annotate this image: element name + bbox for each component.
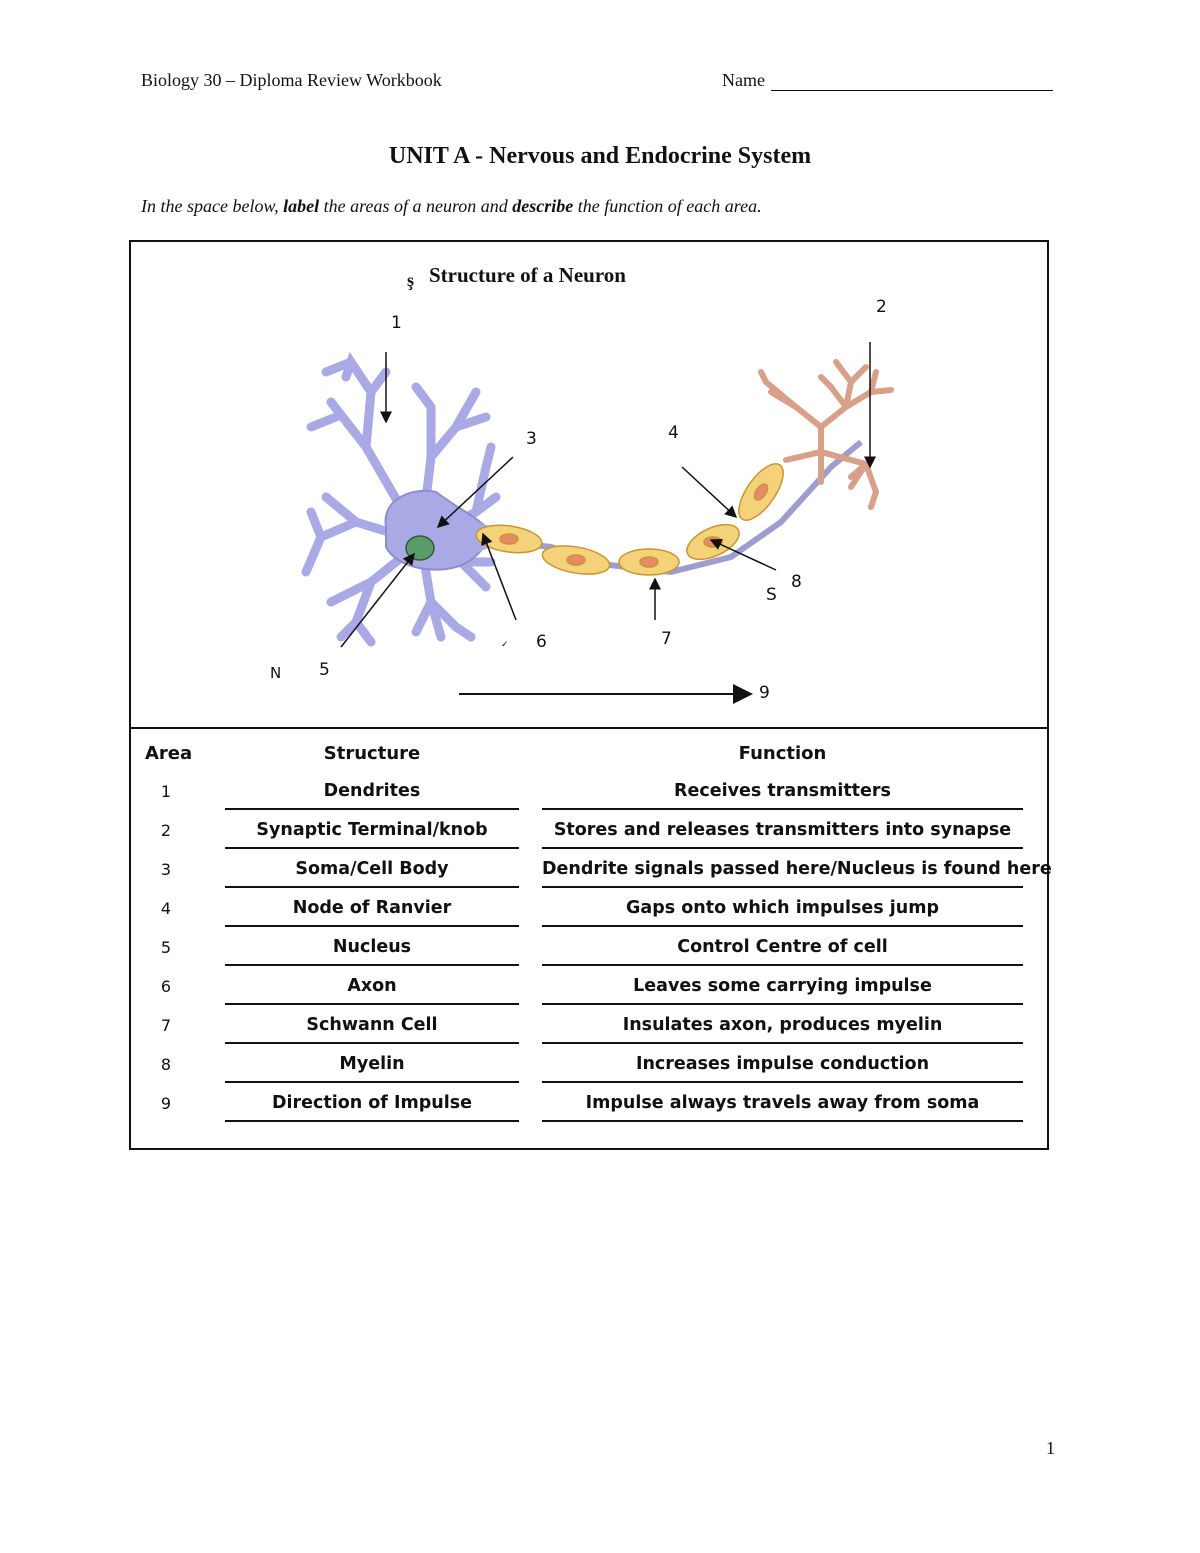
structure-answer[interactable]: Nucleus (225, 934, 519, 966)
table-row (0, 854, 1200, 893)
area-number: 9 (160, 1094, 172, 1113)
structure-answer[interactable]: Dendrites (225, 778, 519, 810)
arrow-5 (341, 554, 414, 647)
instructions-text-1: In the space below, (141, 196, 284, 216)
function-answer[interactable]: Stores and releases transmitters into synapse (542, 817, 1023, 849)
stray-mark-check: ✓ (501, 640, 509, 650)
label-7: 7 (661, 629, 672, 649)
schwann-cell-core (640, 557, 658, 567)
function-answer[interactable]: Receives transmitters (542, 778, 1023, 810)
structure-answer[interactable]: Soma/Cell Body (225, 856, 519, 888)
table-row (0, 776, 1200, 815)
diagram-title: Structure of a Neuron (429, 263, 626, 287)
function-answer[interactable]: Increases impulse conduction (542, 1051, 1023, 1083)
arrow-4 (682, 467, 736, 517)
function-answer[interactable]: Gaps onto which impulses jump (542, 895, 1023, 927)
table-row (0, 932, 1200, 971)
structure-answer[interactable]: Direction of Impulse (225, 1090, 519, 1122)
structure-answer[interactable]: Synaptic Terminal/knob (225, 817, 519, 849)
structure-answer[interactable]: Axon (225, 973, 519, 1005)
label-2: 2 (876, 297, 887, 317)
table-row (0, 815, 1200, 854)
stray-mark-title: ş (407, 270, 415, 290)
function-answer[interactable]: Leaves some carrying impulse (542, 973, 1023, 1005)
name-field (722, 70, 1053, 91)
structure-answer[interactable]: Schwann Cell (225, 1012, 519, 1044)
frame-divider (129, 727, 1047, 729)
function-answer[interactable]: Control Centre of cell (542, 934, 1023, 966)
function-answer[interactable]: Dendrite signals passed here/Nucleus is found here (542, 856, 1023, 888)
table-row (0, 1049, 1200, 1088)
schwann-cell-core (567, 555, 585, 565)
label-6: 6 (536, 632, 547, 652)
structure-answer[interactable]: Myelin (225, 1051, 519, 1083)
instructions-bold-label: label (283, 196, 320, 216)
area-number: 1 (160, 782, 172, 801)
myelin-sheath (475, 457, 792, 579)
course-title: Biology 30 – Diploma Review Workbook (141, 70, 442, 90)
table-row (0, 893, 1200, 932)
arrow-8 (711, 540, 776, 570)
stray-mark-n: N (270, 664, 282, 682)
page-number: 1 (1046, 1438, 1055, 1458)
label-8: 8 (791, 572, 802, 592)
area-number: 5 (160, 938, 172, 957)
label-3: 3 (526, 429, 537, 449)
table-row (0, 1010, 1200, 1049)
area-number: 4 (160, 899, 172, 918)
label-9: 9 (759, 683, 770, 703)
label-5: 5 (319, 660, 330, 680)
area-column-header: Area (145, 743, 193, 764)
schwann-cell-core (704, 537, 722, 547)
table-row (0, 1088, 1200, 1127)
instructions (141, 196, 762, 217)
table-row (0, 971, 1200, 1010)
area-number: 2 (160, 821, 172, 840)
label-1: 1 (391, 313, 402, 333)
name-label: Name (722, 70, 765, 90)
structure-column-header: Structure (323, 743, 421, 764)
area-number: 8 (160, 1055, 172, 1074)
area-number: 7 (160, 1016, 172, 1035)
function-answer[interactable]: Impulse always travels away from soma (542, 1090, 1023, 1122)
name-blank-line[interactable] (771, 70, 1053, 91)
neuron-diagram (131, 242, 1045, 726)
schwann-cell-core (500, 534, 518, 544)
area-number: 3 (160, 860, 172, 879)
structure-answer[interactable]: Node of Ranvier (225, 895, 519, 927)
nucleus (406, 536, 434, 560)
stray-mark-s: S (766, 585, 777, 605)
unit-title: UNIT A - Nervous and Endocrine System (388, 143, 812, 169)
instructions-bold-describe: describe (512, 196, 574, 216)
instructions-text-2: the areas of a neuron and (319, 196, 513, 216)
area-number: 6 (160, 977, 172, 996)
function-answer[interactable]: Insulates axon, produces myelin (542, 1012, 1023, 1044)
function-column-header: Function (738, 743, 827, 764)
instructions-text-3: the function of each area. (573, 196, 762, 216)
label-4: 4 (668, 423, 679, 443)
